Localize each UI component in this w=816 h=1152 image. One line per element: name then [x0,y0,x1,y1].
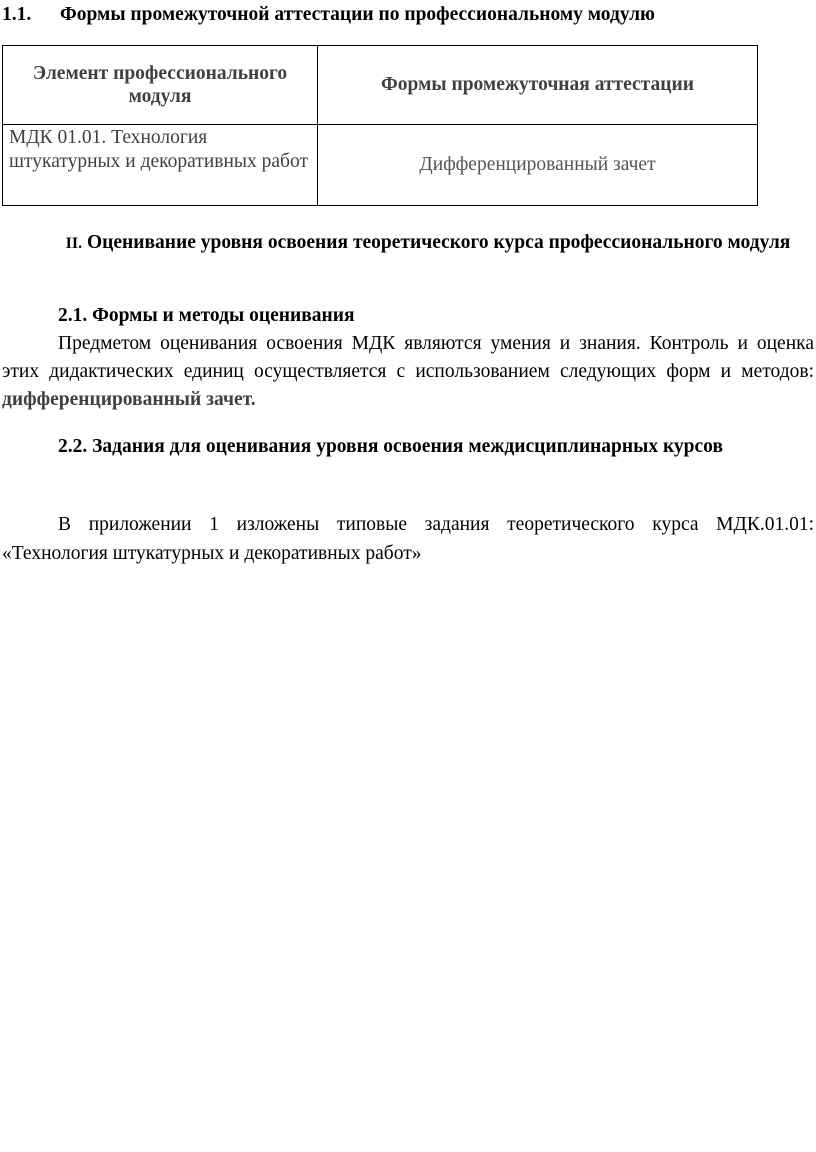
paragraph-text: Предметом оценивания освоения МДК являются умения и знания. Контроль и оценка этих дидактических единиц осуществляется с использованием следующих форм и методов: [2,333,814,382]
table-cell-form: Дифференцированный зачет [318,125,758,206]
paragraph-emphasis: дифференцированный зачет. [2,389,256,410]
table-row [3,125,758,206]
section-2-1-paragraph [2,330,814,414]
section-1-1-heading [2,4,655,26]
section-2-1-heading: 2.1. Формы и методы оценивания [58,305,355,326]
attestation-table [2,45,758,206]
section-2-heading [40,230,816,257]
table-cell-module: МДК 01.01. Технология штукатурных и декоративных работ [3,125,318,206]
section-2-2-heading: 2.2. Задания для оценивания уровня освоения междисциплинарных курсов [58,436,723,457]
section-title: Формы промежуточной аттестации по профессиональному модулю [60,4,655,25]
table-header-cell: Элемент профессионального модуля [3,46,318,125]
table-header-cell: Формы промежуточная аттестации [318,46,758,125]
section-number: 1.1. [2,4,32,25]
table-header-row [3,46,758,125]
section-title: Оценивание уровня освоения теоретического курса профессионального модуля [86,232,791,253]
section-roman-number: II. [65,235,83,252]
section-2-2-paragraph: В приложении 1 изложены типовые задания теоретического курса МДК.01.01: «Технология штукатурных и декоративных работ» [2,514,814,564]
